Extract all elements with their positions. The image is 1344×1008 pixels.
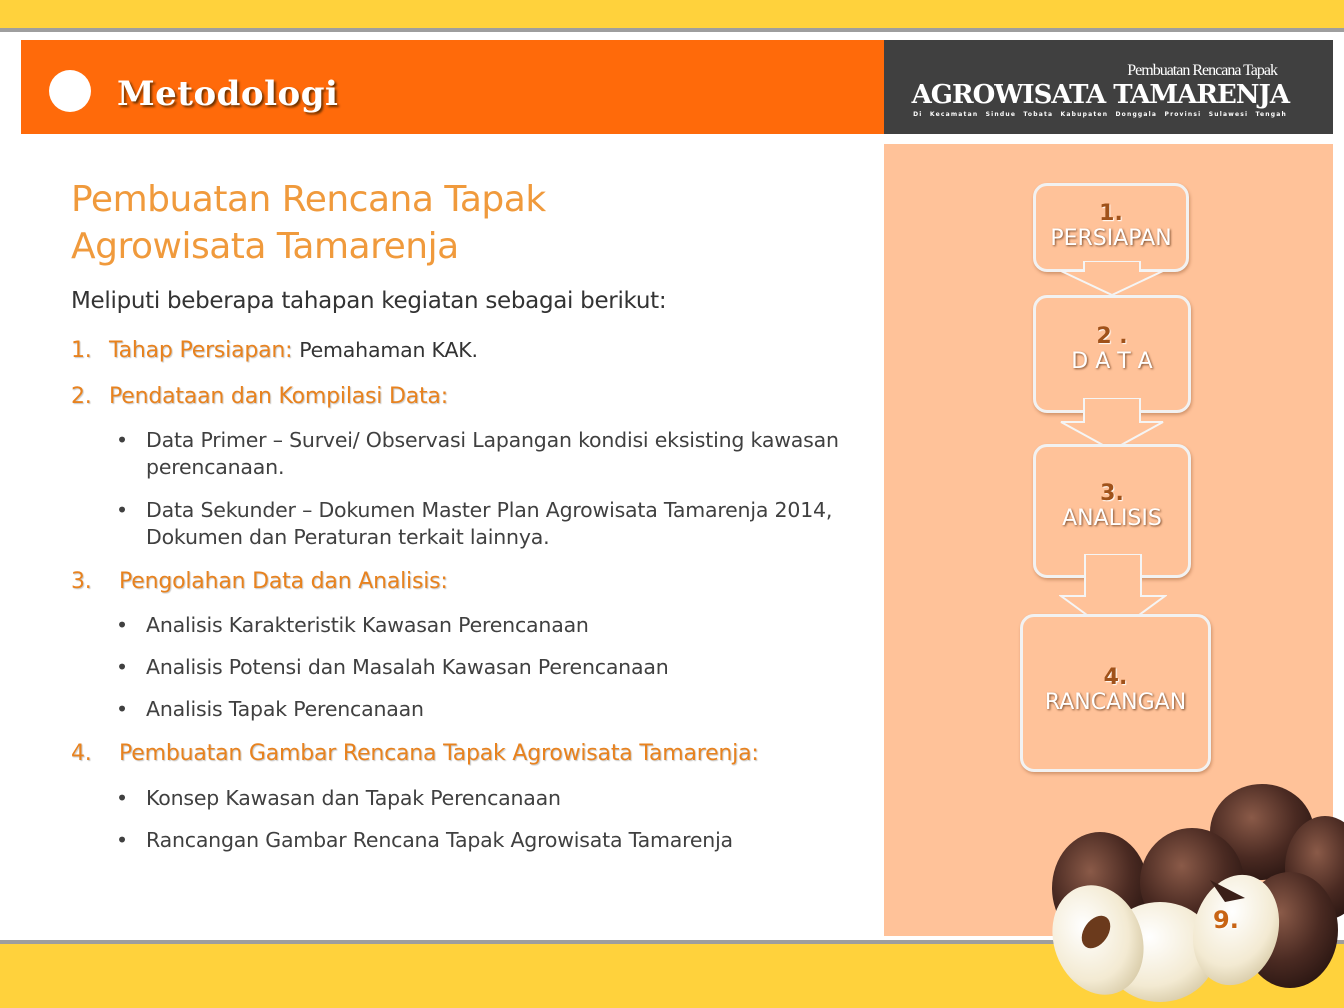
intro-text: Meliputi beberapa tahapan kegiatan sebagai berikut: — [71, 288, 667, 314]
list-item-line1: Analisis Karakteristik Kawasan Perencanaan — [146, 613, 589, 637]
brand-panel — [884, 40, 1333, 134]
flow-step-2 — [1033, 295, 1191, 413]
step-label: Pembuatan Gambar Rencana Tapak Agrowisata Tamarenja: — [119, 741, 759, 766]
list-item — [116, 612, 856, 639]
bullet-icon: • — [116, 655, 128, 679]
page-number: 9. — [1213, 906, 1239, 934]
main-heading-line2: Agrowisata Tamarenja — [71, 226, 459, 267]
bullet-icon: • — [116, 428, 128, 452]
step-4 — [71, 741, 759, 766]
bullet-icon: • — [116, 786, 128, 810]
step-label: Tahap Persiapan: — [109, 338, 293, 363]
bullet-icon: • — [116, 613, 128, 637]
step-detail: Pemahaman KAK. — [299, 338, 478, 362]
white-circle-icon — [49, 70, 91, 112]
list-item-line1: Rancangan Gambar Rencana Tapak Agrowisata Tamarenja — [146, 828, 733, 852]
bullet-icon: • — [116, 697, 128, 721]
top-gray-line — [0, 28, 1344, 32]
flow-step-number: 2 . — [1096, 324, 1128, 349]
main-heading-line1: Pembuatan Rencana Tapak — [71, 179, 546, 220]
list-item — [116, 827, 856, 854]
list-item-line1: Analisis Potensi dan Masalah Kawasan Perencanaan — [146, 655, 669, 679]
step-label: Pendataan dan Kompilasi Data: — [109, 384, 448, 409]
flow-step-label: D A T A — [1071, 349, 1153, 374]
list-item-line2: perencanaan. — [146, 455, 285, 479]
step-number: 3. — [71, 569, 92, 594]
flow-step-4 — [1020, 614, 1211, 772]
bullet-icon: • — [116, 498, 128, 522]
list-item — [116, 654, 856, 681]
list-item — [116, 696, 856, 723]
main-heading — [71, 176, 771, 270]
flow-step-number: 4. — [1103, 665, 1128, 690]
brand-location: Di Kecamatan Sindue Tobata Kabupaten Donggala Provinsi Sulawesi Tengah — [913, 111, 1287, 118]
top-yellow-bar — [0, 0, 1344, 28]
step-number: 4. — [71, 741, 92, 766]
step-label: Pengolahan Data dan Analisis: — [119, 569, 448, 594]
step-1 — [71, 338, 478, 363]
brand-subtitle: Pembuatan Rencana Tapak — [1127, 62, 1277, 79]
list-item — [116, 785, 856, 812]
salak-fruit-illustration — [1040, 780, 1344, 1008]
flow-step-label: PERSIAPAN — [1050, 226, 1172, 251]
list-item — [116, 427, 856, 481]
flow-step-label: RANCANGAN — [1044, 690, 1187, 715]
list-item — [116, 497, 856, 551]
step-2 — [71, 384, 448, 409]
page-title: Metodologi — [117, 74, 339, 114]
step-3 — [71, 569, 448, 594]
list-item-line2: Dokumen dan Peraturan terkait lainnya. — [146, 525, 550, 549]
flow-step-label: ANALISIS — [1062, 506, 1162, 531]
list-item-line1: Data Primer – Survei/ Observasi Lapangan kondisi eksisting kawasan — [146, 428, 839, 452]
down-arrow-icon — [1059, 261, 1165, 297]
flow-step-number: 3. — [1100, 481, 1124, 506]
step-number: 2. — [71, 384, 92, 409]
flow-step-1 — [1033, 183, 1189, 272]
list-item-line1: Analisis Tapak Perencanaan — [146, 697, 424, 721]
step-number: 1. — [71, 338, 92, 363]
bullet-icon: • — [116, 828, 128, 852]
list-item-line1: Data Sekunder – Dokumen Master Plan Agrowisata Tamarenja 2014, — [146, 498, 833, 522]
brand-title: AGROWISATA TAMARENJA — [911, 80, 1289, 110]
list-item-line1: Konsep Kawasan dan Tapak Perencanaan — [146, 786, 561, 810]
flow-step-number: 1. — [1099, 201, 1123, 226]
